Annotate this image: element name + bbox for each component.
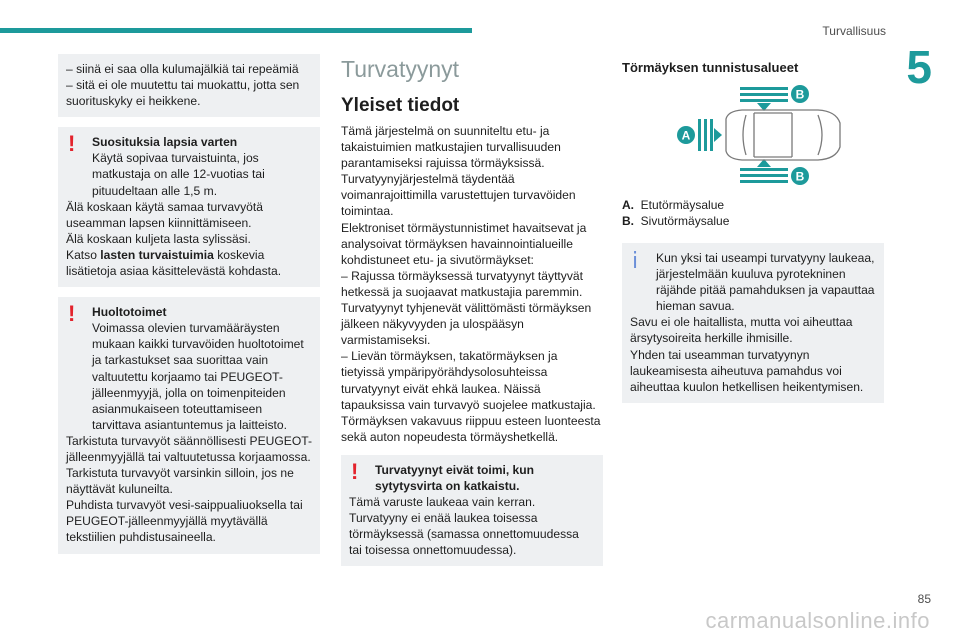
side-impact-arrows-top	[740, 87, 788, 111]
general-info-heading: Yleiset tiedot	[341, 95, 460, 116]
label-b-marker-top	[791, 85, 809, 103]
label-a: A	[681, 128, 691, 143]
warning-text: Käytä sopivaa turvaistuinta, jos matkustaja on alle 12-vuotias tai pituudeltaan alle 1,5 m.	[92, 151, 265, 198]
paragraph: Elektroniset törmäystunnistimet havaitsevat ja analysoivat törmäyksen havainnointialueille kohdistuneet etu- ja sivutörmäykset:	[341, 220, 587, 267]
warning-text-reference: Katso lasten turvaistuimia koskevia lisätietoja asiaa käsittelevästä kohdasta.	[66, 247, 282, 279]
child-warning-box	[58, 127, 320, 287]
info-text: Savu ei ole haitallista, mutta voi aiheuttaa ärsytysoireita herkille ihmisille.	[630, 315, 853, 346]
label-b: B	[795, 87, 805, 102]
warning-text: Tämä varuste laukeaa vain kerran.	[349, 495, 536, 510]
airbags-heading: Turvatyynyt	[341, 56, 460, 82]
warning-exclamation-icon: !	[68, 301, 76, 327]
paragraph: Törmäyksen vakavuus riippuu esteen luonteesta sekä auton nopeudesta törmäyshetkellä.	[341, 413, 601, 444]
detection-zones-diagram	[622, 79, 884, 191]
column-2	[341, 54, 603, 576]
cross-reference-link: lasten turvaistuimia	[100, 247, 214, 262]
car-top-view-illustration	[622, 79, 884, 191]
label-b-marker-bottom	[791, 167, 809, 185]
side-impact-arrows-bottom	[740, 159, 788, 183]
warning-title: Turvatyynyt eivät toimi, kun sytytysvirta on katkaistu.	[375, 462, 535, 493]
condition-item: – sitä ei ole muutettu tai muokattu, jotta sen suorituskyky ei heikkene.	[66, 78, 300, 109]
diagram-legend	[622, 197, 884, 229]
seatbelt-conditions-box	[58, 54, 320, 117]
warning-text: Voimassa olevien turvamääräysten mukaan kaikki turvavöiden huoltotoimet ja tarkastukset saa suorittaa vain valtuutettu korjaamo tai PEUGEOT-jälleenmyyjä, jolla on toimenpiteiden asianmukaiseen toteuttamiseen tarvittava asiantuntemus ja laitteisto.	[92, 321, 304, 432]
paragraph: – Rajussa törmäyksessä turvatyynyt täyttyvät hetkessä ja suojaavat matkustajia paremmin. Turvatyynyt tyhjenevät välittömästi törmäyksen jälkeen näkyvyyden ja ulospääsyn varmistamiseksi.	[341, 268, 592, 348]
warning-text: Puhdista turvavyöt vesi-saippualiuoksella tai PEUGEOT-jälleenmyyjällä myytävällä tekstiilien puhdistusaineella.	[66, 498, 303, 545]
paragraph: Turvatyynyjärjestelmä täydentää voimanrajoittimilla varustettujen turvavöiden toimintaa.	[341, 172, 576, 219]
info-text: Yhden tai useamman turvatyynyn laukeamisesta aiheutuva pamahdus voi aiheuttaa kuulon hetkellisen heikentymisen.	[630, 347, 864, 394]
airbag-warning-box	[341, 455, 603, 567]
front-impact-arrows	[698, 119, 722, 151]
car-outline	[726, 110, 840, 160]
warning-text: Tarkistuta turvavyöt varsinkin silloin, jos ne näyttävät kuluneilta.	[66, 466, 294, 497]
label-b: B	[795, 169, 805, 184]
warning-exclamation-icon: !	[351, 458, 359, 484]
airbags-body	[341, 123, 603, 445]
label-a-marker	[677, 126, 695, 144]
detection-zones-heading: Törmäyksen tunnistusalueet	[622, 60, 799, 75]
legend-item: A. Etutörmäysalue	[622, 198, 725, 212]
warning-text: Tarkistuta turvavyöt säännöllisesti PEUGEOT-jälleenmyyjällä tai valtuutetussa korjaamossa.	[66, 433, 312, 464]
paragraph: – Lievän törmäyksen, takatörmäyksen ja tietyissä ympäripyörähdysolosuhteissa turvatyynyt eivät ehkä laukea. Näissä tapauksissa vain turvavyö suojelee matkustajia.	[341, 349, 596, 412]
warning-title: Huoltotoimet	[92, 305, 167, 320]
warning-exclamation-icon: !	[68, 131, 76, 157]
section-title: Turvallisuus	[822, 24, 886, 38]
warning-text: Älä koskaan käytä samaa turvavyötä useamman lapsen kiinnittämiseen.	[66, 199, 263, 230]
column-3	[622, 54, 884, 413]
paragraph: Tämä järjestelmä on suunniteltu etu- ja takaistuimien matkustajien turvallisuuden parantamiseksi rajuissa törmäyksissä.	[341, 124, 561, 171]
legend-item: B. Sivutörmäysalue	[622, 214, 730, 228]
page-number: 85	[917, 592, 931, 606]
info-text: Kun yksi tai useampi turvatyyny laukeaa, järjestelmään kuuluva pyrotekninen räjähde pitää pamahduksen ja vapauttaa hieman savua.	[656, 251, 875, 314]
warning-title: Suosituksia lapsia varten	[92, 135, 238, 150]
chapter-number: 5	[906, 41, 932, 93]
column-1	[58, 54, 320, 564]
maintenance-warning-box	[58, 297, 320, 553]
warning-text: Turvatyyny ei enää laukea toisessa törmäyksessä (samassa onnettomuudessa tai toisessa onnettomuudessa).	[349, 511, 579, 558]
condition-item: – siinä ei saa olla kulumajälkiä tai repeämiä	[66, 62, 299, 76]
warning-text: Älä koskaan kuljeta lasta sylissäsi.	[66, 231, 251, 246]
watermark: carmanualsonline.info	[705, 608, 930, 633]
header-accent-bar	[0, 28, 472, 33]
airbag-info-box	[622, 243, 884, 403]
info-icon: i	[632, 249, 639, 274]
